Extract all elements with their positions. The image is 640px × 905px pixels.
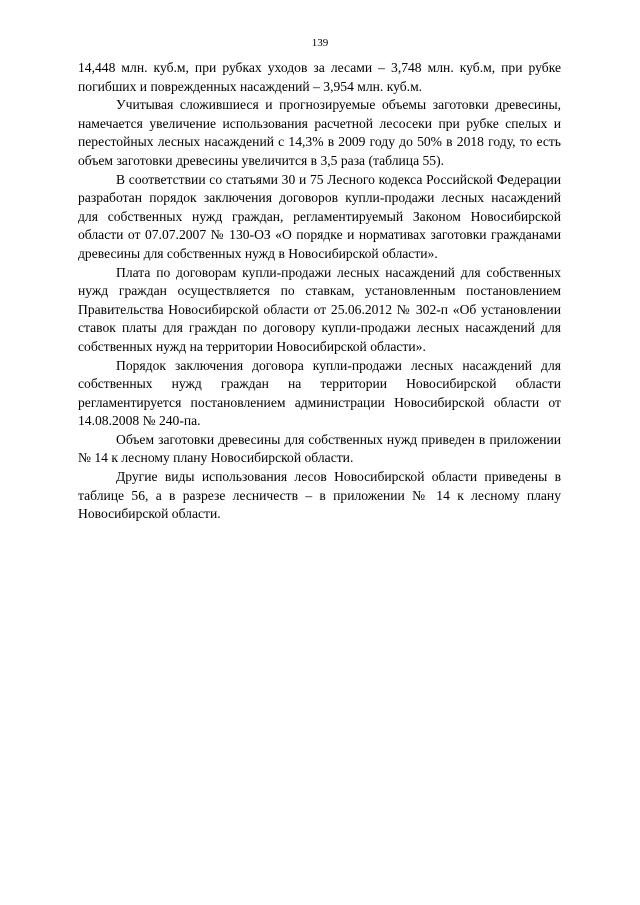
paragraph-payment-rates: Плата по договорам купли-продажи лесных насаждений для собственных нужд граждан осуществляется по ставкам, установленным постановлением Правительства Новосибирской области от 25.06.2012 № 302-п «Об установлении ставок платы для граждан по договору купли-продажи лесных насаждений для собственных нужд на территории Новосибирской области». bbox=[78, 264, 561, 354]
paragraph-harvest-volume: Объем заготовки древесины для собственных нужд приведен в приложении № 14 к лесному плану Новосибирской области. bbox=[78, 431, 561, 466]
paragraph-forest-code: В соответствии со статьями 30 и 75 Лесного кодекса Российской Федерации разработан порядок заключения договоров купли-продажи лесных насаждений для собственных нужд граждан, регламентируемый Законом Новосибирской области от 07.07.2007 № 130-ОЗ «О порядке и нормативах заготовки гражданами древесины для собственных нужд в Новосибирской области». bbox=[78, 171, 561, 261]
paragraph-other-uses: Другие виды использования лесов Новосибирской области приведены в таблице 56, а в разрезе лесничеств – в приложении № 14 к лесному плану Новосибирской области. bbox=[78, 469, 561, 522]
document-body bbox=[78, 59, 561, 524]
page-number: 139 bbox=[311, 37, 329, 49]
paragraph-continuation: 14,448 млн. куб.м, при рубках уходов за лесами – 3,748 млн. куб.м, при рубке погибших и поврежденных насаждений – 3,954 млн. куб.м. bbox=[78, 60, 561, 94]
paragraph-contract-procedure: Порядок заключения договора купли-продажи лесных насаждений для собственных нужд граждан на территории Новосибирской области регламентируется постановлением администрации Новосибирской области от 14.08.2008 № 240-па. bbox=[78, 357, 561, 429]
paragraph-harvest-forecast: Учитывая сложившиеся и прогнозируемые объемы заготовки древесины, намечается увеличение использования расчетной лесосеки при рубке спелых и перестойных лесных насаждений с 14,3% в 2009 году до 50% в 2018 году, то есть объем заготовки древесины увеличится в 3,5 раза (таблица 55). bbox=[78, 97, 561, 168]
